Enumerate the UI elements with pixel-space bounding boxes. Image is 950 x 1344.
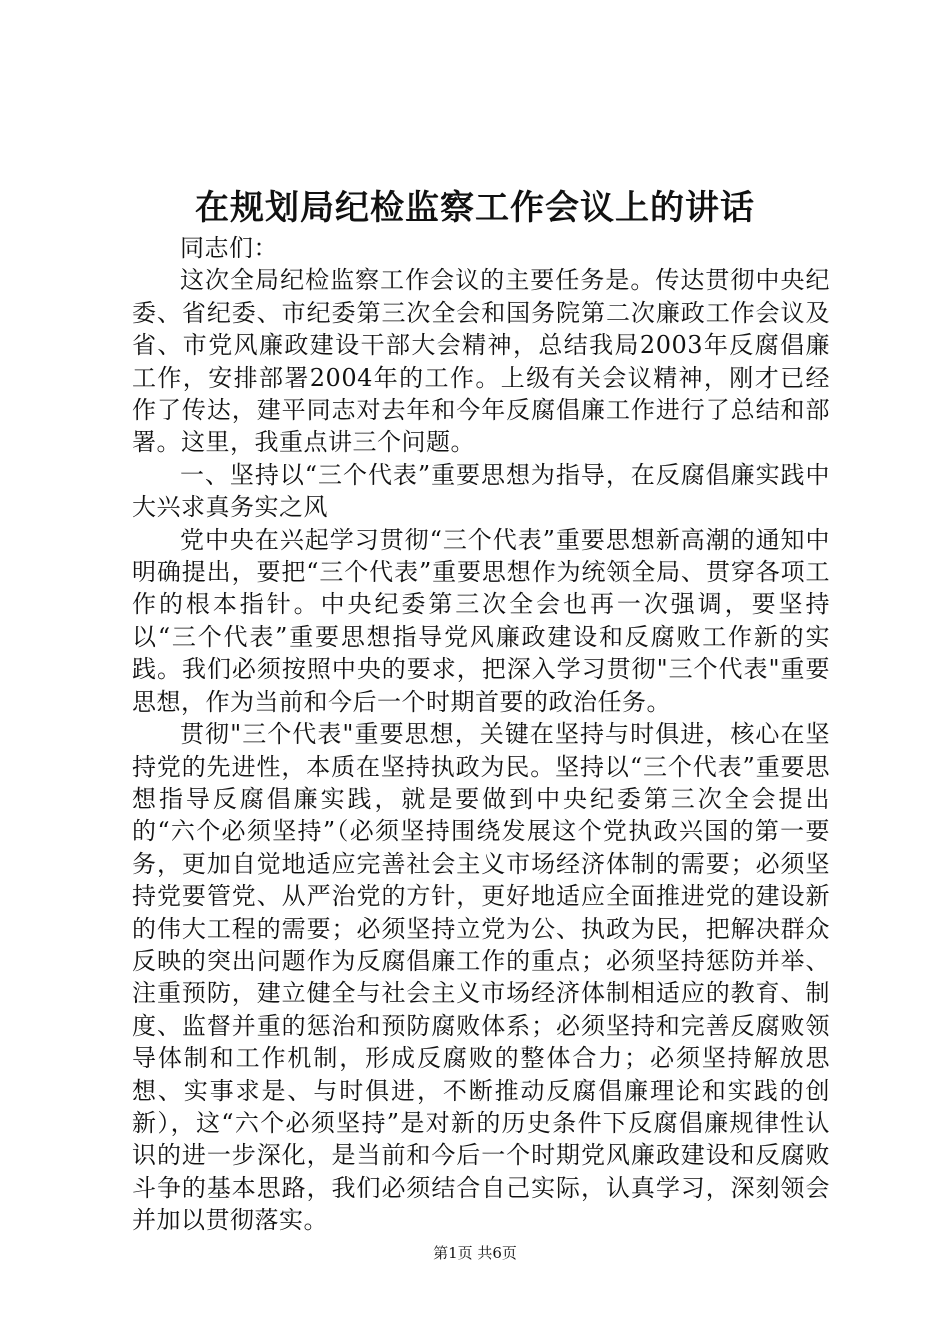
section-heading-1: 一、坚持以“三个代表”重要思想为指导，在反腐倡廉实践中大兴求真务实之风 <box>132 460 830 522</box>
document-body <box>132 232 830 1237</box>
document-title: 在规划局纪检监察工作会议上的讲话 <box>195 188 755 228</box>
paragraph-body: 党中央在兴起学习贯彻“三个代表”重要思想新高潮的通知中明确提出，要把“三个代表”重要思想作为统领全局、贯穿各项工作的根本指针。中央纪委第三次全会也再一次强调，要坚持以“三个代表”重要思想指导党风廉政建设和反腐败工作新的实践。我们必须按照中央的要求，把深入学习贯彻"三个代表"重要思想，作为当前和今后一个时期首要的政治任务。 <box>132 525 830 716</box>
paragraph-intro: 这次全局纪检监察工作会议的主要任务是。传达贯彻中央纪委、省纪委、市纪委第三次全会和国务院第二次廉政工作会议及省、市党风廉政建设干部大会精神，总结我局2003年反腐倡廉工作，安排部署2004年的工作。上级有关会议精神，刚才已经作了传达，建平同志对去年和今年反腐倡廉工作进行了总结和部署。这里，我重点讲三个问题。 <box>132 266 830 457</box>
salutation: 同志们： <box>180 234 278 262</box>
paragraph-body: 贯彻"三个代表"重要思想，关键在坚持与时俱进，核心在坚持党的先进性，本质在坚持执政为民。坚持以“三个代表”重要思想指导反腐倡廉实践，就是要做到中央纪委第三次全会提出的“六个必须坚持”（必须坚持围绕发展这个党执政兴国的第一要务，更加自觉地适应完善社会主义市场经济体制的需要；必须坚持党要管党、从严治党的方针，更好地适应全面推进党的建设新的伟大工程的需要；必须坚持立党为公、执政为民，把解决群众反映的突出问题作为反腐倡廉工作的重点；必须坚持惩防并举、注重预防，建立健全与社会主义市场经济体制相适应的教育、制度、监督并重的惩治和预防腐败体系；必须坚持和完善反腐败领导体制和工作机制，形成反腐败的整体合力；必须坚持解放思想、实事求是、与时俱进，不断推动反腐倡廉理论和实践的创新），这“六个必须坚持”是对新的历史条件下反腐倡廉规律性认识的进一步深化，是当前和今后一个时期党风廉政建设和反腐败斗争的基本思路，我们必须结合自己实际，认真学习，深刻领会并加以贯彻落实。 <box>132 720 830 1235</box>
page-footer: 第1页 共6页 <box>433 1244 517 1262</box>
